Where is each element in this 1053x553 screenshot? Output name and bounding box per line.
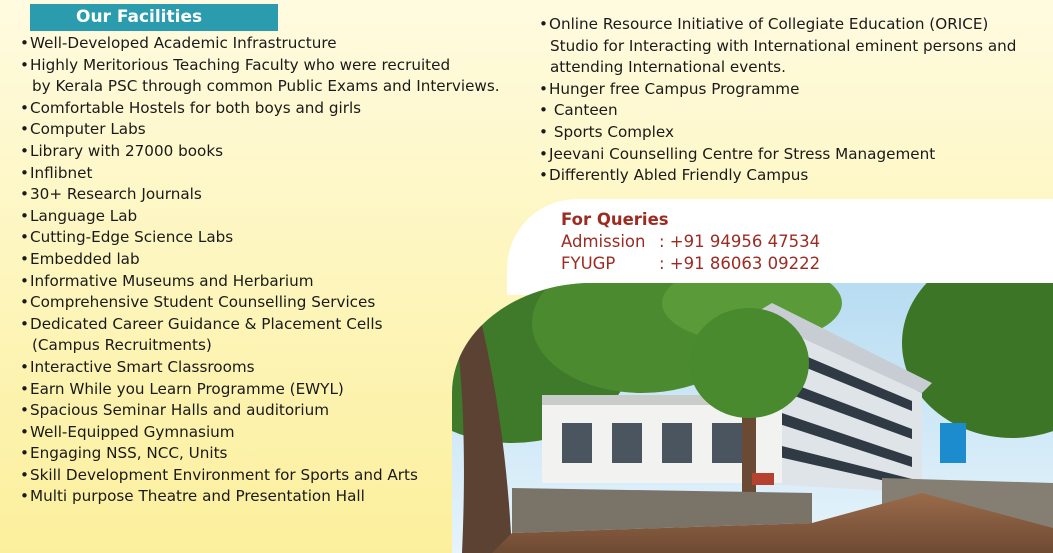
list-item: • Hunger free Campus Programme — [539, 79, 1016, 101]
list-item: • Language Lab — [20, 206, 500, 228]
list-item: • Canteen — [539, 100, 1016, 122]
fyugp-contact: FYUGP : +91 86063 09222 — [561, 253, 821, 273]
list-item: • Skill Development Environment for Sports and Arts — [20, 465, 500, 487]
queries-title: For Queries — [561, 210, 669, 229]
admission-contact: Admission : +91 94956 47534 — [561, 232, 821, 251]
list-item: • Inflibnet — [20, 163, 500, 185]
list-item: • Well-Developed Academic Infrastructure — [20, 33, 500, 55]
campus-building-illustration — [452, 283, 1053, 553]
list-item: • Library with 27000 books — [20, 141, 500, 163]
campus-photo — [452, 283, 1053, 553]
list-item: • Differently Abled Friendly Campus — [539, 165, 1016, 187]
list-item: • Jeevani Counselling Centre for Stress Management — [539, 144, 1016, 166]
list-item: • Highly Meritorious Teaching Faculty who were recruited by Kerala PSC through common Public Exams and Interviews. — [20, 55, 500, 98]
list-item: • Informative Museums and Herbarium — [20, 271, 500, 293]
queries-block — [561, 208, 820, 274]
list-item: • 30+ Research Journals — [20, 184, 500, 206]
list-item: • Earn While you Learn Programme (EWYL) — [20, 379, 500, 401]
list-item: • Online Resource Initiative of Collegiate Education (ORICE) Studio for Interacting with International eminent persons and attending International events. — [539, 14, 1016, 79]
list-item: • Comfortable Hostels for both boys and girls — [20, 98, 500, 120]
list-item: • Interactive Smart Classrooms — [20, 357, 500, 379]
list-item: • Cutting-Edge Science Labs — [20, 227, 500, 249]
list-item: • Spacious Seminar Halls and auditorium — [20, 400, 500, 422]
list-item: • Dedicated Career Guidance & Placement Cells (Campus Recruitments) — [20, 314, 500, 357]
list-item: • Computer Labs — [20, 119, 500, 141]
facilities-list-right — [539, 14, 1016, 187]
list-item: • Engaging NSS, NCC, Units — [20, 443, 500, 465]
facilities-list-left — [20, 33, 500, 508]
facilities-heading: Our Facilities — [30, 4, 278, 31]
list-item: • Embedded lab — [20, 249, 500, 271]
list-item: • Comprehensive Student Counselling Services — [20, 292, 500, 314]
list-item: • Multi purpose Theatre and Presentation Hall — [20, 486, 500, 508]
list-item: • Sports Complex — [539, 122, 1016, 144]
list-item: • Well-Equipped Gymnasium — [20, 422, 500, 444]
